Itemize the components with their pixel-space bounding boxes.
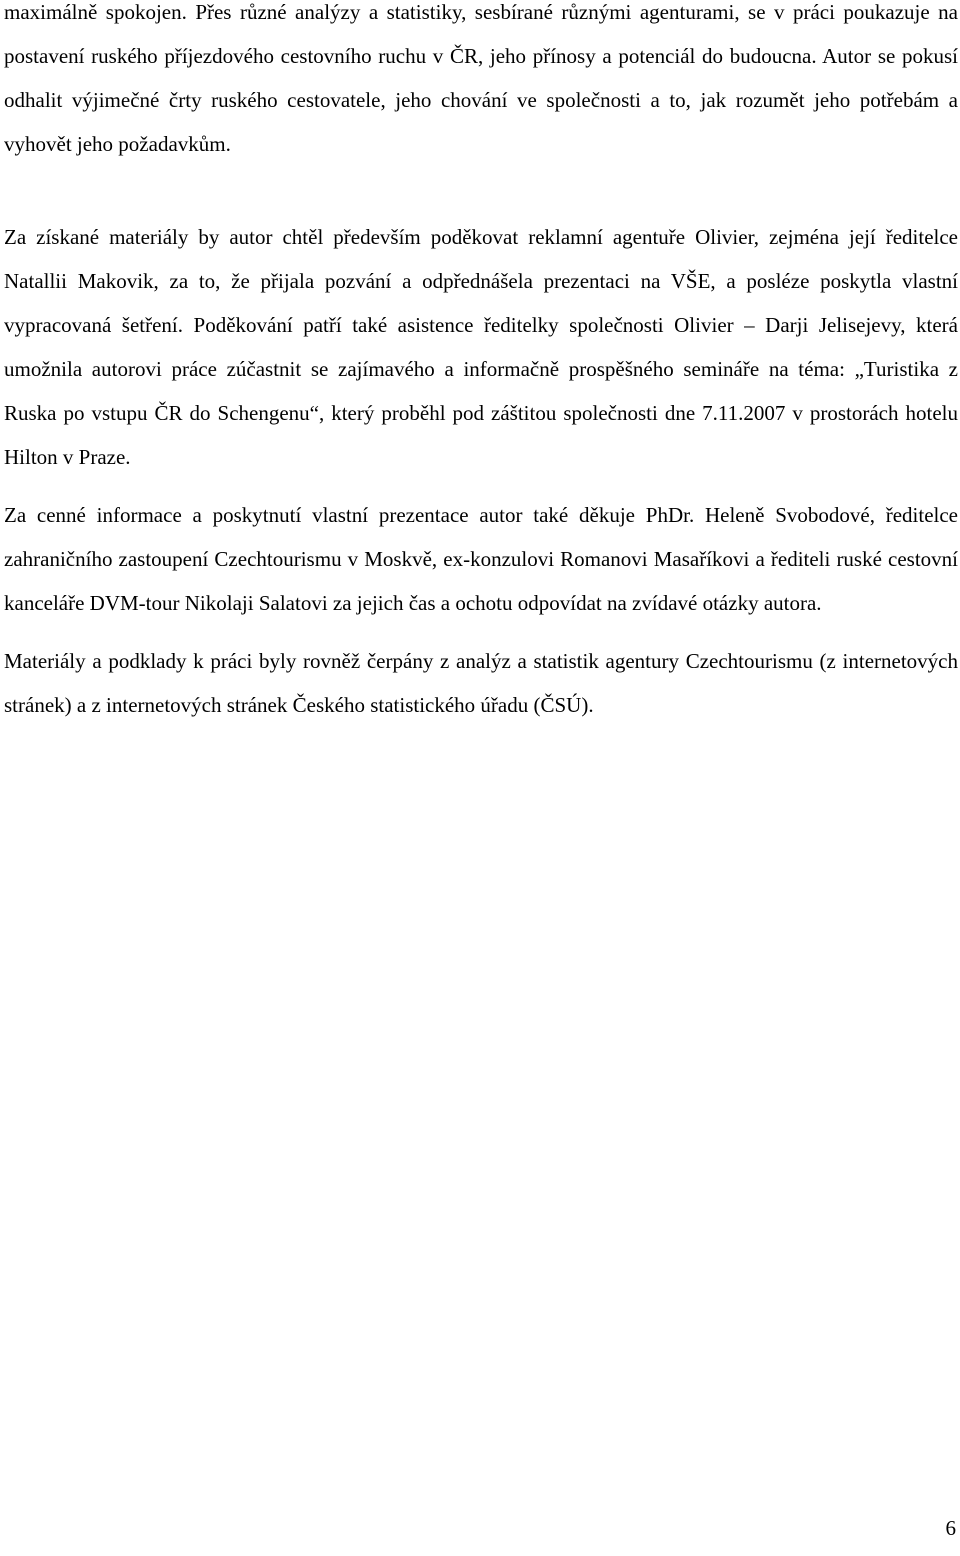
- paragraph-acknowledgement-olivier: Za získané materiály by autor chtěl především poděkovat reklamní agentuře Olivier, zejména její ředitelce Natallii Makovik, za to, že přijala pozvání a odpřednášela prezentaci na VŠE, a posléze poskytla vlastní vypracovaná šetření. Poděkování patří také asistence ředitelky společnosti Olivier – Darji Jelisejevy, která umožnila autorovi práce zúčastnit se zajímavého a informačně prospěšného semináře na téma: „Turistika z Ruska po vstupu ČR do Schengenu“, který proběhl pod záštitou společnosti dne 7.11.2007 v prostorách hotelu Hilton v Praze.: [4, 225, 958, 469]
- document-page: [4, 0, 958, 727]
- paragraph-sources: Materiály a podklady k práci byly rovněž čerpány z analýz a statistik agentury Czechtourismu (z internetových stránek) a z internetových stránek Českého statistického úřadu (ČSÚ).: [4, 649, 958, 717]
- paragraph-intro: maximálně spokojen. Přes různé analýzy a statistiky, sesbírané různými agenturami, se v práci poukazuje na postavení ruského příjezdového cestovního ruchu v ČR, jeho přínosy a potenciál do budoucna. Autor se pokusí odhalit výjimečné črty ruského cestovatele, jeho chování ve společnosti a to, jak rozumět jeho potřebám a vyhovět jeho požadavkům.: [4, 0, 958, 156]
- paragraph-acknowledgement-czechtourism: Za cenné informace a poskytnutí vlastní prezentace autor také děkuje PhDr. Heleně Svobodové, ředitelce zahraničního zastoupení Czechtourismu v Moskvě, ex-konzulovi Romanovi Masaříkovi a řediteli ruské cestovní kanceláře DVM-tour Nikolaji Salatovi za jejich čas a ochotu odpovídat na zvídavé otázky autora.: [4, 503, 958, 615]
- page-number: 6: [945, 1516, 956, 1540]
